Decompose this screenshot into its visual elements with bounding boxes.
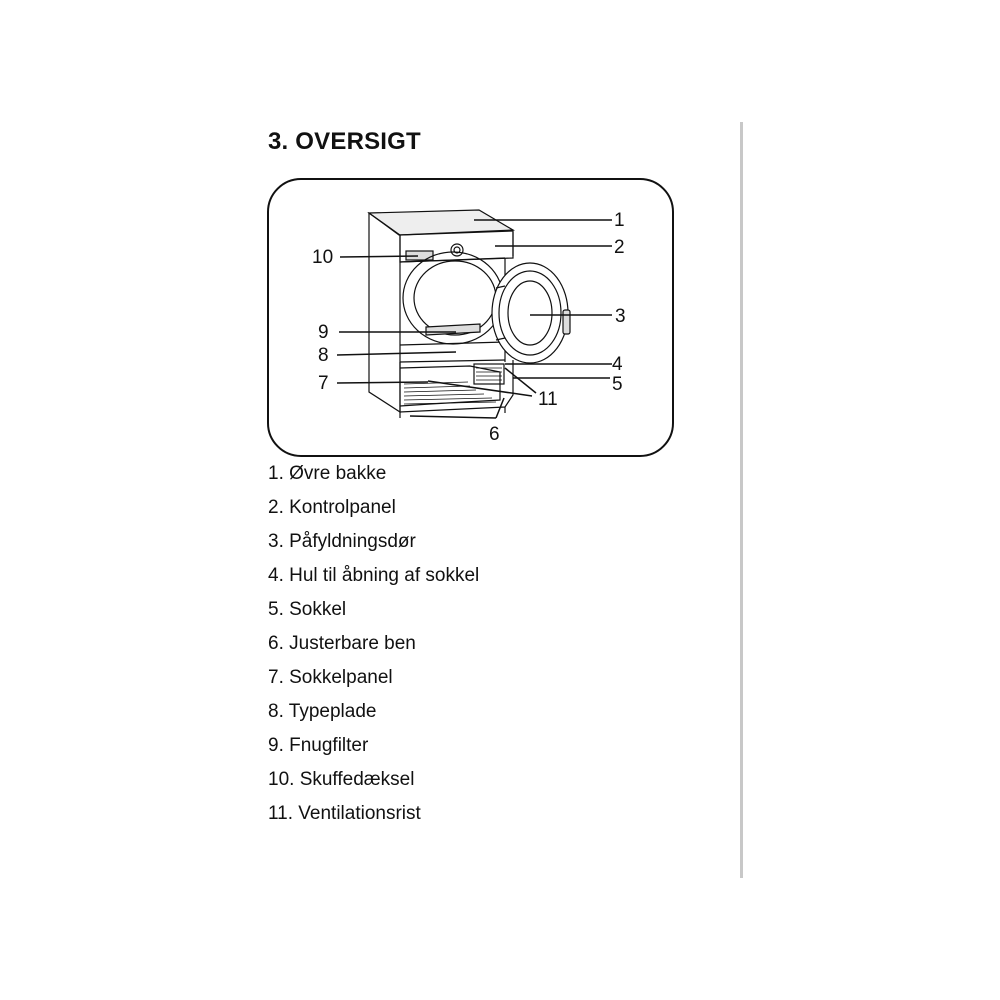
callout-2: 2 [614, 237, 625, 258]
callout-11: 11 [538, 389, 558, 410]
page-divider [740, 122, 743, 878]
callout-10: 10 [312, 247, 334, 268]
callout-9: 9 [318, 322, 329, 343]
legend-item: 3. Påfyldningsdør [268, 531, 416, 552]
legend-item: 10. Skuffedæksel [268, 769, 415, 790]
lint-filter [426, 324, 480, 335]
callout-3: 3 [615, 306, 626, 327]
legend-item: 11. Ventilationsrist [268, 803, 421, 824]
legend-item: 6. Justerbare ben [268, 633, 416, 654]
legend-item: 5. Sokkel [268, 599, 347, 620]
callout-4: 4 [612, 354, 623, 375]
legend-item: 4. Hul til åbning af sokkel [268, 565, 480, 586]
legend-item: 9. Fnugfilter [268, 735, 369, 756]
callout-1: 1 [614, 210, 625, 231]
legend-item: 8. Typeplade [268, 701, 377, 722]
legend-item: 2. Kontrolpanel [268, 497, 396, 518]
callout-5: 5 [612, 374, 623, 395]
callout-7: 7 [318, 373, 329, 394]
legend-item: 7. Sokkelpanel [268, 667, 393, 688]
callout-8: 8 [318, 345, 329, 366]
callout-6: 6 [489, 424, 500, 445]
loading-door [492, 263, 570, 363]
section-title: 3. OVERSIGT [268, 128, 421, 155]
legend-item: 1. Øvre bakke [268, 463, 387, 484]
parts-legend [268, 460, 479, 834]
program-knob [451, 244, 463, 256]
